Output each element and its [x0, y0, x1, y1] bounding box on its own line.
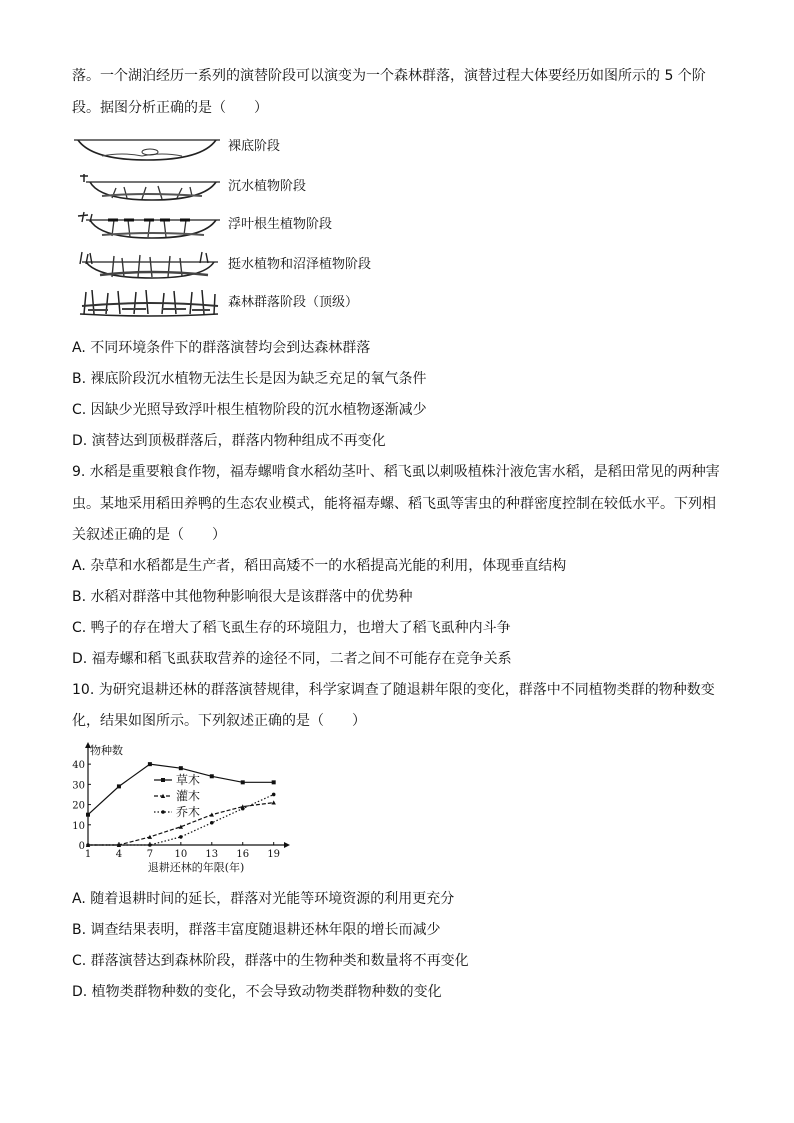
x-tick-label: 4 [115, 849, 123, 860]
data-point [210, 774, 214, 778]
y-axis-label: 物种数 [90, 744, 123, 757]
y-tick-label: 30 [72, 780, 85, 792]
data-point [271, 800, 275, 804]
data-point [179, 835, 183, 839]
stage-label: 挺水植物和沼泽植物阶段 [228, 257, 372, 272]
data-point [241, 807, 245, 811]
x-axis-label: 退耕还林的年限(年) [147, 861, 245, 874]
lake-stage-forest-community [72, 288, 392, 318]
data-point [86, 813, 90, 817]
lake-stage-emergent-marsh-plants [72, 250, 392, 280]
stage-label: 裸底阶段 [228, 139, 281, 154]
lake-basin-illustration [72, 134, 222, 164]
q9-stem-line-2: 虫。某地采用稻田养鸭的生态农业模式，能将福寿螺、稻飞虱等害虫的种群密度控制在较低水平。下列相 [72, 496, 716, 512]
legend-marker [161, 778, 165, 782]
lake-stage-bare-bottom [72, 134, 392, 164]
species-count-line-chart [72, 742, 302, 877]
lake-basin-illustration [72, 172, 222, 202]
data-point [117, 784, 121, 788]
q8-stem-line-1: 落。一个湖泊经历一系列的演替阶段可以演变为一个森林群落，演替过程大体要经历如图所示的 5 个阶 [72, 68, 706, 84]
q8-option-c: C. 因缺少光照导致浮叶根生植物阶段的沉水植物逐渐减少 [72, 402, 427, 418]
lake-stage-submerged-plants [72, 172, 392, 202]
legend-label: 草木 [176, 773, 201, 787]
y-tick-label: 0 [78, 841, 85, 852]
q8-option-b: B. 裸底阶段沉水植物无法生长是因为缺乏充足的氧气条件 [72, 371, 427, 387]
lake-basin-illustration [72, 288, 222, 318]
x-tick-label: 16 [236, 849, 250, 860]
q9-option-d: D. 福寿螺和稻飞虱获取营养的途径不同，二者之间不可能存在竞争关系 [72, 651, 512, 667]
q8-option-d: D. 演替达到顶极群落后，群落内物种组成不再变化 [72, 433, 386, 449]
q10-stem-line-1: 10. 为研究退耕还林的群落演替规律，科学家调查了随退耕年限的变化，群落中不同植物类群的物种数变 [72, 682, 715, 698]
data-point [272, 793, 276, 797]
data-point [86, 843, 90, 847]
q10-option-d: D. 植物类群物种数的变化，不会导致动物类群物种数的变化 [72, 984, 442, 1000]
data-point [179, 766, 183, 770]
y-tick-label: 10 [72, 820, 85, 832]
data-point [148, 762, 152, 766]
data-point [241, 780, 245, 784]
x-tick-label: 10 [174, 849, 188, 860]
q9-stem-line-3: 关叙述正确的是（ ） [72, 527, 226, 543]
y-tick-label: 20 [72, 800, 85, 812]
x-tick-label: 19 [267, 849, 281, 860]
x-tick-label: 13 [205, 849, 219, 860]
stage-label: 浮叶根生植物阶段 [228, 217, 333, 232]
stage-label: 森林群落阶段（顶级） [228, 295, 359, 310]
q10-option-b: B. 调查结果表明，群落丰富度随退耕还林年限的增长而减少 [72, 922, 441, 938]
q9-option-a: A. 杂草和水稻都是生产者，稻田高矮不一的水稻提高光能的利用，体现垂直结构 [72, 558, 567, 574]
legend-marker [161, 810, 165, 814]
q9-option-c: C. 鸭子的存在增大了稻飞虱生存的环境阻力，也增大了稻飞虱种内斗争 [72, 620, 511, 636]
data-point [210, 812, 214, 816]
x-tick-label: 1 [84, 849, 92, 860]
q10-stem-line-2: 化，结果如图所示。下列叙述正确的是（ ） [72, 713, 366, 729]
legend-label: 乔木 [176, 805, 201, 819]
y-tick-label: 40 [72, 760, 85, 772]
q8-stem-line-2: 段。据图分析正确的是（ ） [72, 100, 268, 116]
q10-option-c: C. 群落演替达到森林阶段，群落中的生物种类和数量将不再变化 [72, 953, 469, 969]
data-point [210, 821, 214, 825]
data-point [148, 843, 152, 847]
q10-option-a: A. 随着退耕时间的延长，群落对光能等环境资源的利用更充分 [72, 891, 455, 907]
stage-label: 沉水植物阶段 [228, 179, 307, 194]
x-tick-label: 7 [146, 849, 154, 860]
data-point [272, 780, 276, 784]
data-point [117, 843, 121, 847]
q9-option-b: B. 水稻对群落中其他物种影响很大是该群落中的优势种 [72, 589, 413, 605]
x-axis-arrow [284, 842, 290, 848]
lake-basin-illustration [72, 250, 222, 280]
lake-basin-illustration [72, 210, 222, 240]
lake-stage-floating-leaf-plants [72, 210, 392, 240]
legend-label: 灌木 [176, 789, 201, 803]
q8-option-a: A. 不同环境条件下的群落演替均会到达森林群落 [72, 340, 371, 356]
q9-stem-line-1: 9. 水稻是重要粮食作物，福寿螺啃食水稻幼茎叶、稻飞虱以刺吸植株汁液危害水稻，是稻田常见的两种害 [72, 464, 720, 480]
